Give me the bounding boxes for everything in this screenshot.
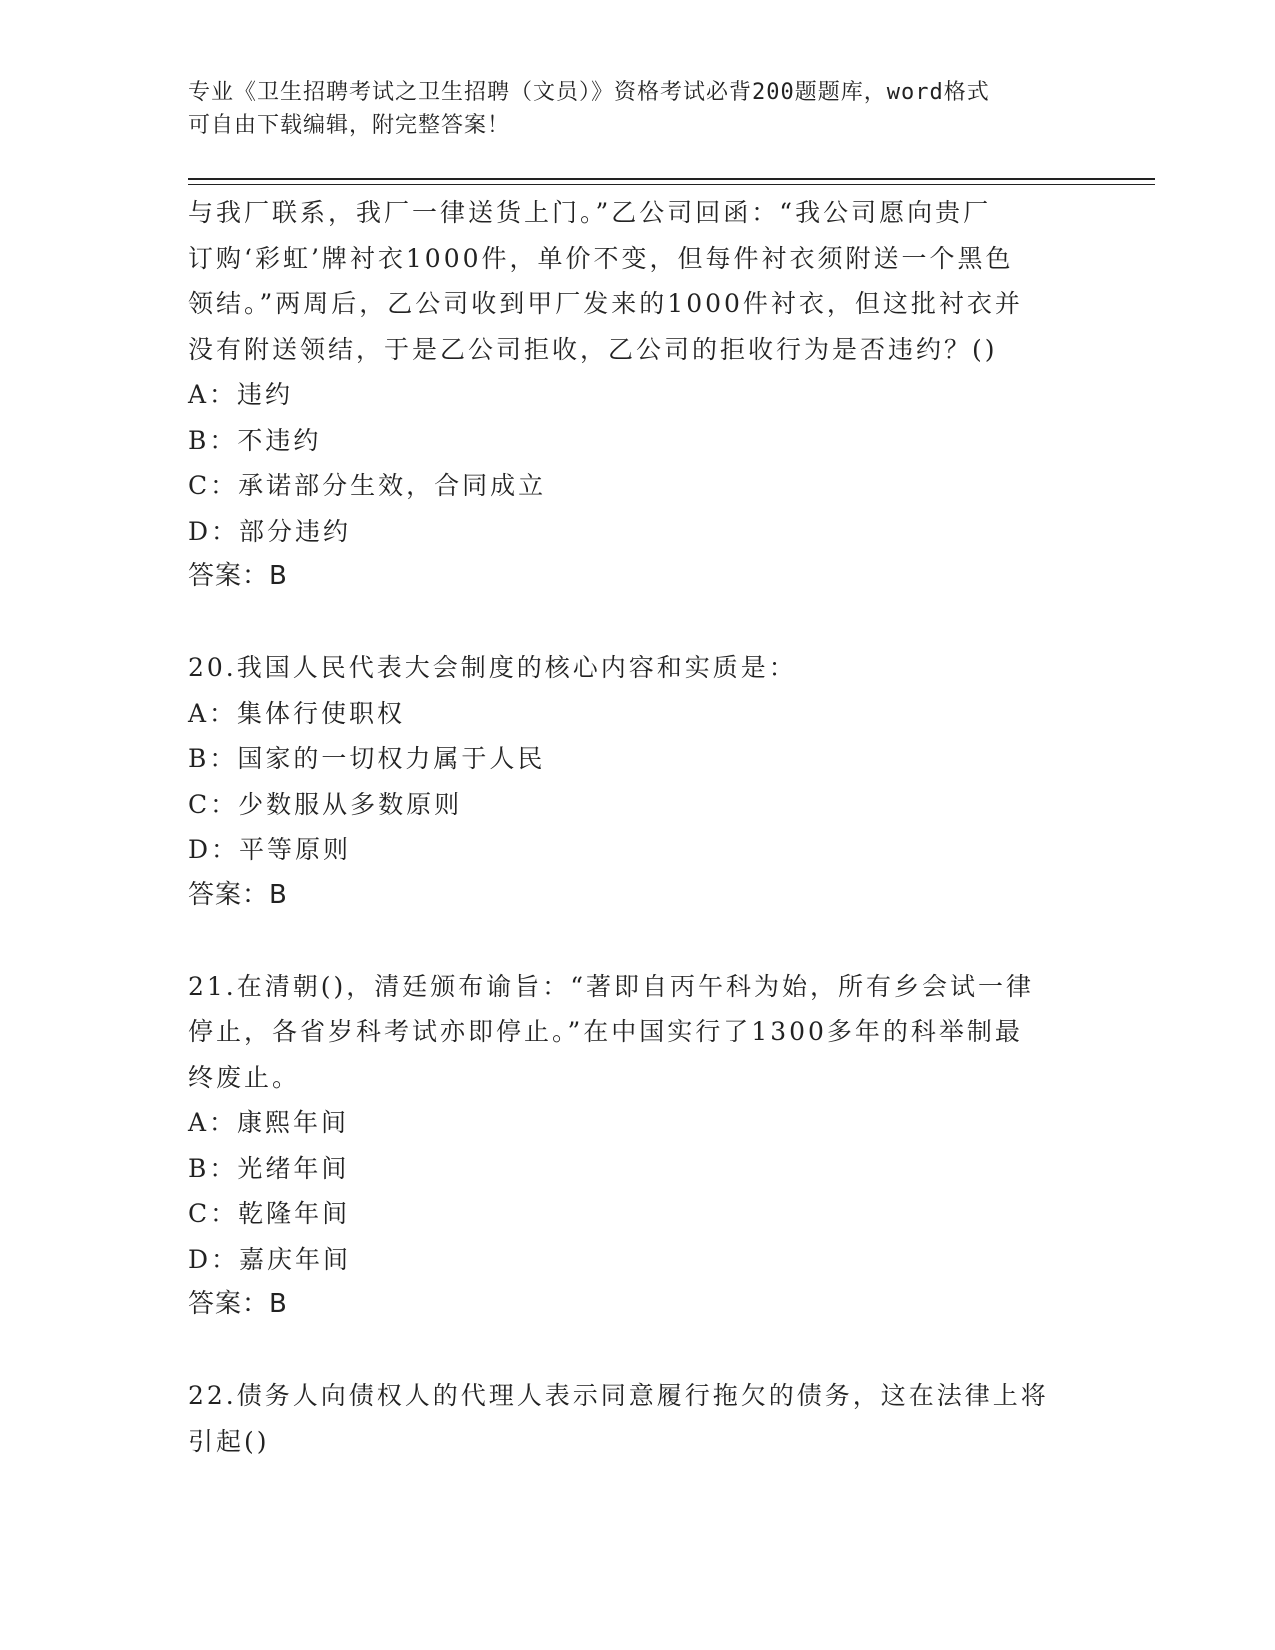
answer: 答案：B <box>188 879 288 910</box>
question-text-line: 终废止。 <box>188 1062 301 1092</box>
header-rule-thin <box>188 184 1155 185</box>
option-a: A：集体行使职权 <box>188 698 406 728</box>
question-text-line: 22.债务人向债权人的代理人表示同意履行拖欠的债务，这在法律上将 <box>188 1381 1049 1410</box>
option-d: D：嘉庆年间 <box>188 1244 352 1274</box>
question-text-line: 与我厂联系，我厂一律送货上门。”乙公司回函：“我公司愿向贵厂 <box>188 198 992 227</box>
question-text-line: 停止，各省岁科考试亦即停止。”在中国实行了1300多年的科举制最 <box>188 1017 1023 1046</box>
question-22 <box>188 1373 1088 1464</box>
spacer <box>188 918 1088 964</box>
answer: 答案：B <box>188 561 288 591</box>
question-19 <box>188 190 1088 600</box>
option-b: B：不违约 <box>188 425 322 455</box>
question-text-line: 20.我国人民代表大会制度的核心内容和实质是： <box>188 653 797 682</box>
option-c: C：少数服从多数原则 <box>188 789 463 819</box>
spacer <box>188 1328 1088 1374</box>
option-a: A：违约 <box>188 380 294 409</box>
document-header <box>188 76 1088 142</box>
option-c: C：乾隆年间 <box>188 1199 351 1228</box>
question-21 <box>188 964 1088 1328</box>
option-d: D：部分违约 <box>188 516 352 546</box>
question-text-line: 没有附送领结，于是乙公司拒收，乙公司的拒收行为是否违约？() <box>188 334 998 364</box>
question-list <box>188 190 1088 1464</box>
option-d: D：平等原则 <box>188 835 352 864</box>
question-text-line: 引起() <box>188 1426 270 1456</box>
option-a: A：康熙年间 <box>188 1108 350 1137</box>
header-rule-thick <box>188 178 1155 180</box>
spacer <box>188 600 1088 646</box>
question-20 <box>188 645 1088 918</box>
question-text-line: 21.在清朝()，清廷颁布谕旨：“著即自丙午科为始，所有乡会试一律 <box>188 971 1035 1001</box>
answer: 答案：B <box>188 1289 288 1319</box>
option-b: B：国家的一切权力属于人民 <box>188 744 546 773</box>
question-text-line: 领结。”两周后，乙公司收到甲厂发来的1000件衬衣，但这批衬衣并 <box>188 289 1023 318</box>
question-text-line: 订购‘彩虹’牌衬衣1000件，单价不变，但每件衬衣须附送一个黑色 <box>188 243 1014 273</box>
option-b: B：光绪年间 <box>188 1153 350 1183</box>
header-line-1: 专业《卫生招聘考试之卫生招聘（文员）》资格考试必背200题题库，word格式 <box>188 80 990 105</box>
option-c: C：承诺部分生效，合同成立 <box>188 471 547 500</box>
header-line-2: 可自由下载编辑，附完整答案！ <box>188 113 511 138</box>
